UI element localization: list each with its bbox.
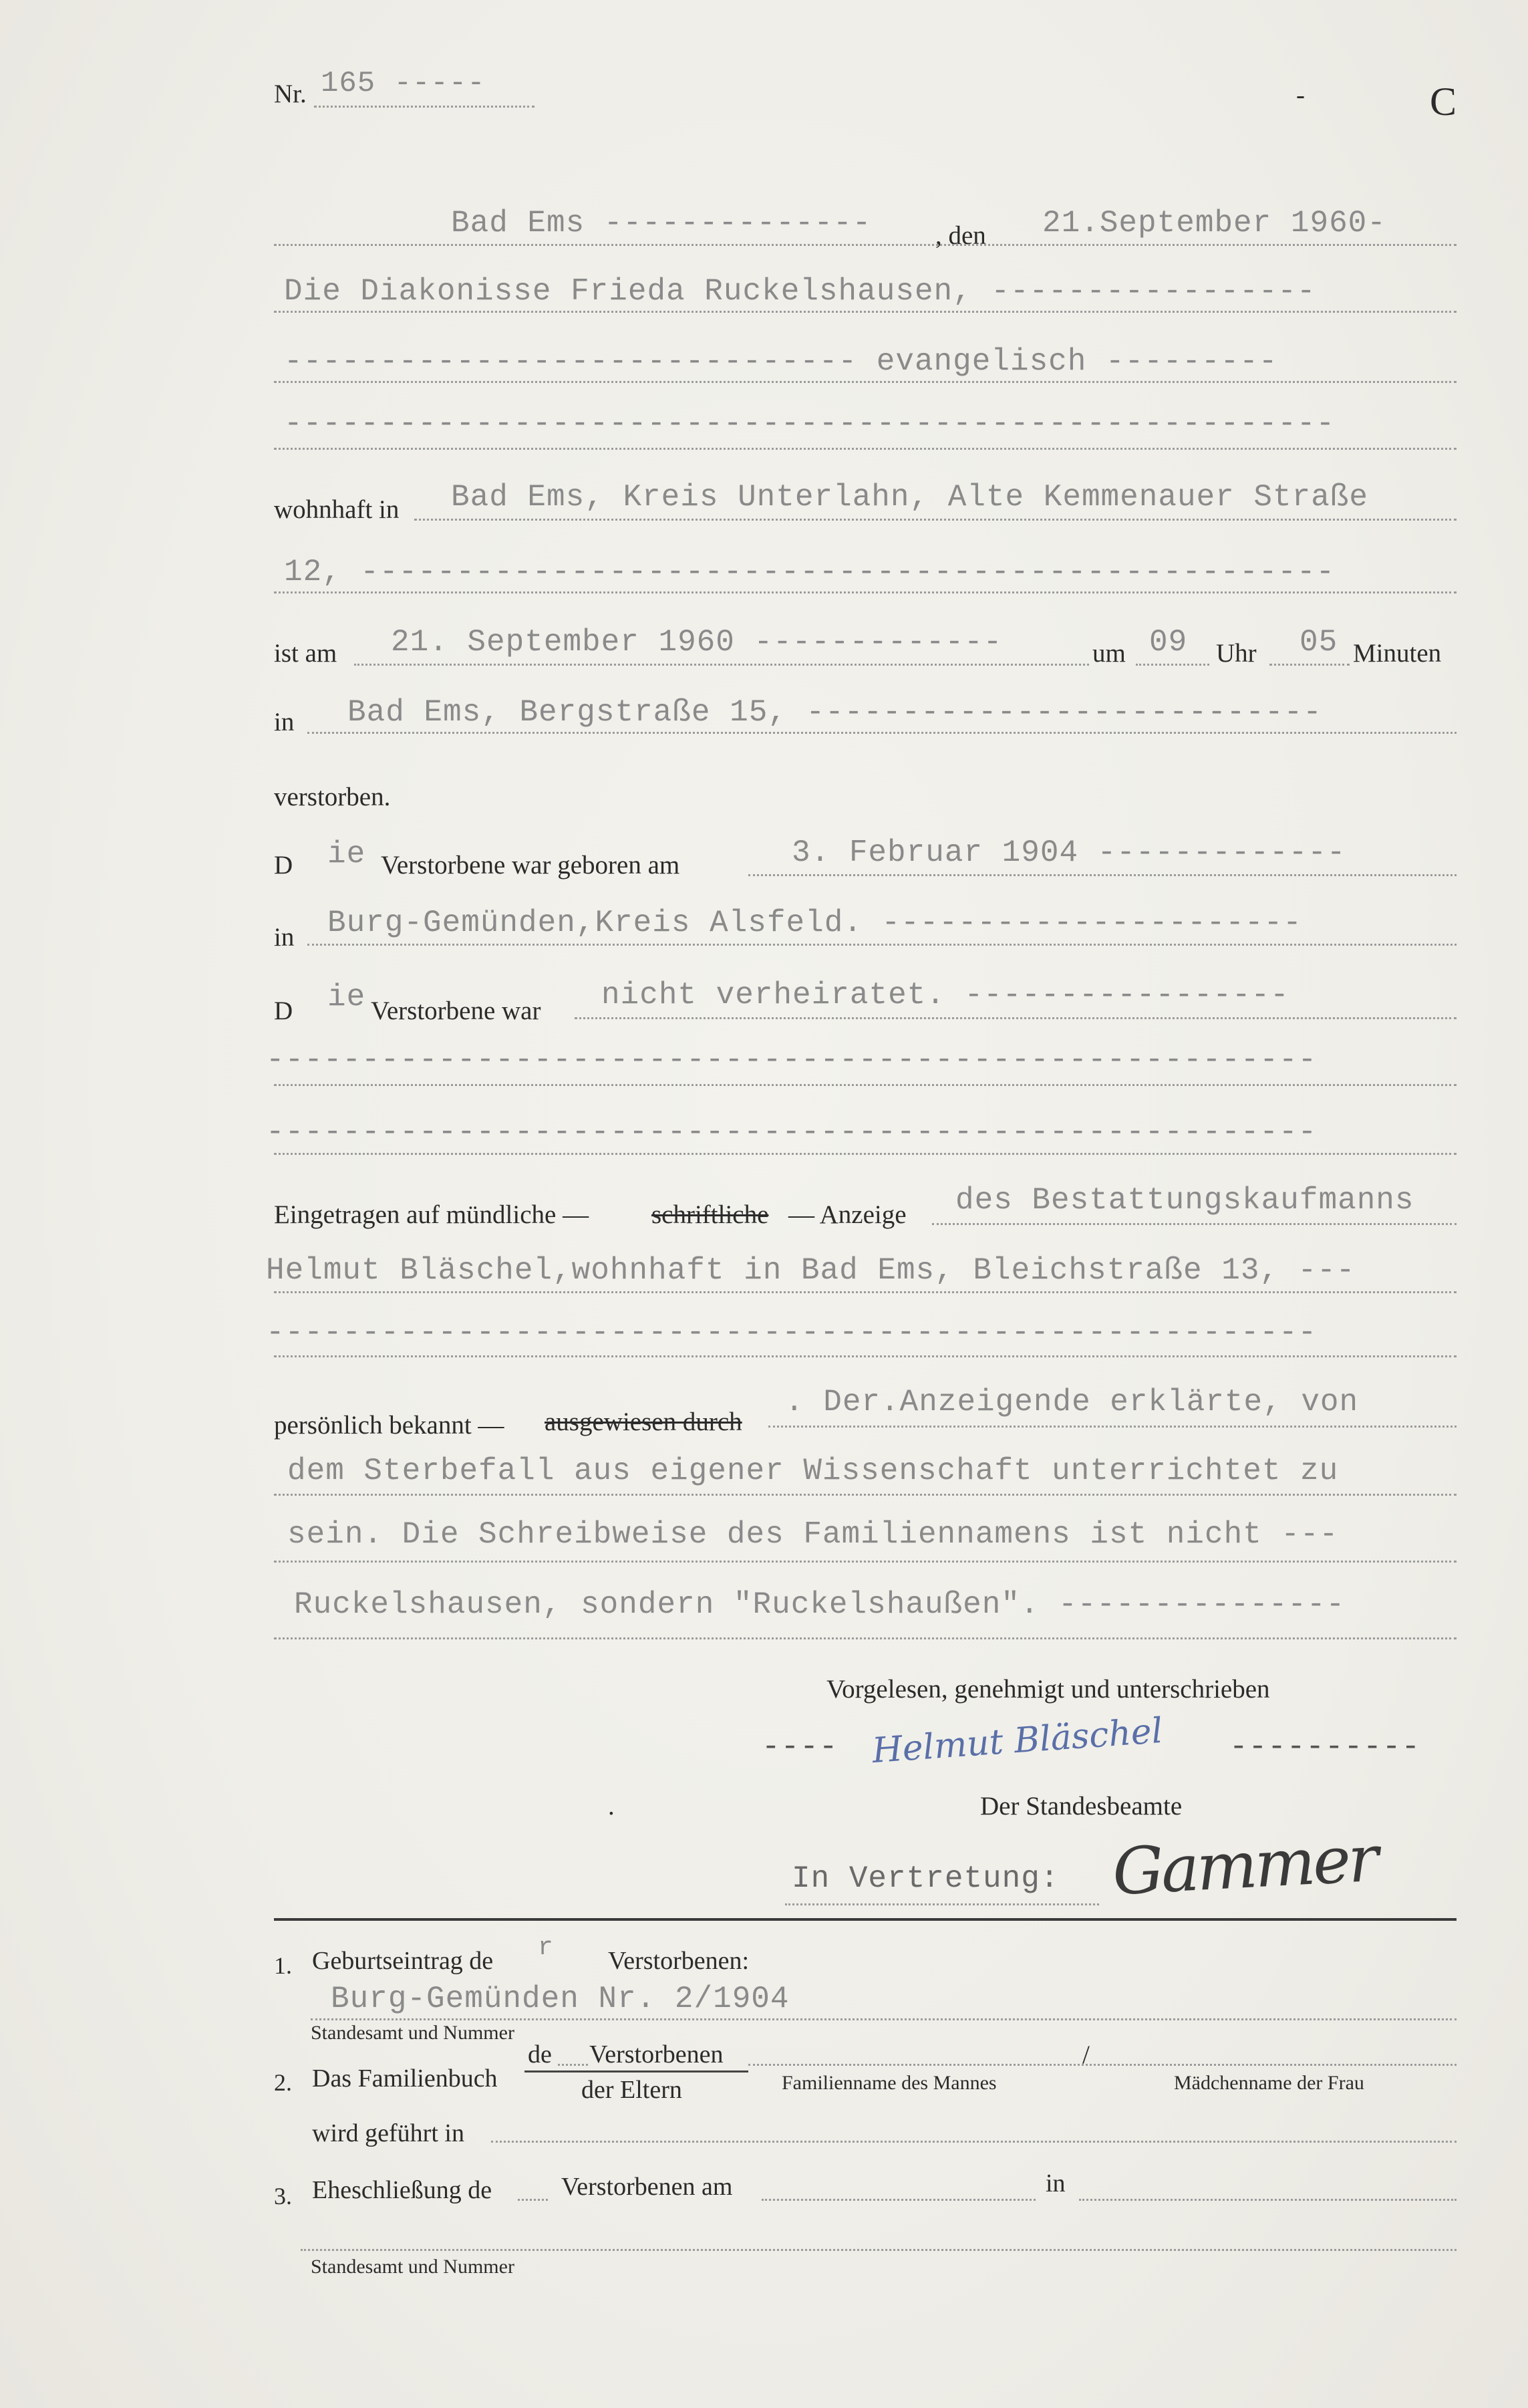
address-line-1-rule xyxy=(414,519,1457,521)
item2-de-rule xyxy=(558,2064,588,2066)
remark-line-4-rule xyxy=(274,1637,1457,1639)
in-label-2: in xyxy=(274,923,295,952)
birth-date-rule xyxy=(748,874,1457,876)
death-date: 21. September 1960 ------------- xyxy=(391,625,1003,660)
death-place-rule xyxy=(307,732,1457,734)
birth-place-rule xyxy=(307,944,1457,946)
vorgelesen-label: Vorgelesen, genehmigt und unterschrieben xyxy=(826,1675,1270,1704)
remark-line-2: dem Sterbefall aus eigener Wissenschaft unterrichtet zu xyxy=(287,1454,1339,1488)
informant-line-1-rule xyxy=(932,1223,1457,1225)
item2-label: Das Familienbuch xyxy=(312,2064,498,2093)
item3-sub: Standesamt und Nummer xyxy=(311,2256,514,2278)
person-line-2: ------------------------------ evangelisch --------- xyxy=(284,344,1278,379)
ausgewiesen-label: ausgewiesen durch xyxy=(545,1408,742,1436)
item3-in: in xyxy=(1046,2169,1066,2197)
person-line-1-rule xyxy=(274,311,1457,313)
item3-rule xyxy=(301,2249,1457,2251)
uhr-label: Uhr xyxy=(1216,639,1257,668)
person-line-2-rule xyxy=(274,381,1457,383)
item3-de-rule xyxy=(518,2199,548,2201)
verstorben-label: verstorben. xyxy=(274,783,391,811)
filler-line-2: ------------------------------------------------------- xyxy=(266,1115,1318,1150)
item2-de: de xyxy=(528,2040,552,2068)
registration-place: Bad Ems -------------- xyxy=(451,206,872,241)
informant-line-2: Helmut Bläschel,wohnhaft in Bad Ems, Bleichstraße 13, --- xyxy=(266,1253,1356,1288)
sig-dashes-left: ---- xyxy=(762,1730,838,1764)
form-letter: C xyxy=(1430,80,1457,124)
person-line-3: ------------------------------------------------------- xyxy=(284,406,1336,441)
footer-separator xyxy=(274,1918,1457,1921)
remark-line-3: sein. Die Schreibweise des Familiennamens ist nicht --- xyxy=(287,1517,1339,1552)
vertretung-rule xyxy=(785,1903,1099,1905)
eingetragen-label: Eingetragen auf mündliche — xyxy=(274,1200,589,1229)
informant-line-3-rule xyxy=(274,1355,1457,1357)
birth-date: 3. Februar 1904 ------------- xyxy=(792,835,1346,870)
um-label: um xyxy=(1092,639,1126,668)
informant-line-1: des Bestattungskaufmanns xyxy=(955,1183,1414,1218)
filler-line-1: ------------------------------------------------------- xyxy=(266,1043,1318,1077)
informant-line-3: ------------------------------------------------------- xyxy=(266,1315,1318,1350)
item2-verstorbenen: Verstorbenen xyxy=(589,2040,724,2068)
article-2: ie xyxy=(327,980,366,1015)
informant-signature: Helmut Bläschel xyxy=(871,1710,1165,1772)
address-line-2: 12, --------------------------------------------------- xyxy=(284,555,1336,589)
death-hour: 09 xyxy=(1149,625,1188,660)
status-label: Verstorbene war xyxy=(371,996,541,1025)
item1-label: Geburtseintrag de xyxy=(312,1947,494,1975)
registration-date: 21.September 1960- xyxy=(1042,206,1386,241)
item2-number: 2. xyxy=(274,2069,292,2096)
item1-rule xyxy=(311,2018,1457,2020)
marital-status-rule xyxy=(575,1017,1457,1019)
item3-place-rule xyxy=(1079,2199,1457,2201)
vertretung-label: In Vertretung: xyxy=(792,1861,1060,1896)
birth-place: Burg-Gemünden,Kreis Alsfeld. ---------------------- xyxy=(327,906,1302,940)
filler-line-2-rule xyxy=(274,1153,1457,1155)
item2-eltern: der Eltern xyxy=(581,2076,682,2104)
header-dash: - xyxy=(1296,81,1305,110)
person-line-3-rule xyxy=(274,448,1457,450)
nr-underline xyxy=(314,106,534,108)
minutes-rule xyxy=(1269,664,1350,666)
item1-number: 1. xyxy=(274,1952,292,1979)
den-label: , den xyxy=(935,221,986,250)
dot-mark: . xyxy=(608,1792,615,1821)
item3-label: Eheschließung de xyxy=(312,2176,492,2204)
address-line-2-rule xyxy=(274,591,1457,593)
item2-wird-rule xyxy=(491,2141,1457,2143)
in-label: in xyxy=(274,708,295,737)
marital-status: nicht verheiratet. ----------------- xyxy=(601,978,1289,1013)
item1-sub: Standesamt und Nummer xyxy=(311,2022,514,2044)
born-label: Verstorbene war geboren am xyxy=(381,851,680,880)
death-minutes: 05 xyxy=(1300,625,1338,660)
minuten-label: Minuten xyxy=(1353,639,1442,668)
filler-line-1-rule xyxy=(274,1084,1457,1086)
item3-date-rule xyxy=(762,2199,1036,2201)
sig-dashes-right: ---------- xyxy=(1229,1730,1421,1764)
item2-fraction-bar xyxy=(524,2070,748,2072)
item1-suffix: r xyxy=(538,1933,554,1962)
nr-label: Nr. xyxy=(274,80,307,108)
item2-slash: / xyxy=(1082,2040,1090,2069)
remark-line-1: . Der.Anzeigende erklärte, von xyxy=(785,1385,1359,1420)
remark-line-3-rule xyxy=(274,1561,1457,1563)
informant-line-2-rule xyxy=(274,1291,1457,1293)
nr-value: 165 ----- xyxy=(321,67,486,100)
bekannt-label: persönlich bekannt — xyxy=(274,1411,504,1440)
item2-rule xyxy=(748,2064,1457,2066)
anzeige-label: — Anzeige xyxy=(788,1200,907,1229)
standesbeamte-label: Der Standesbeamte xyxy=(980,1792,1183,1821)
hour-rule xyxy=(1136,664,1209,666)
schriftliche-label: schriftliche xyxy=(651,1200,769,1229)
item3-number: 3. xyxy=(274,2183,292,2210)
d-label: D xyxy=(274,851,293,880)
address-line-1: Bad Ems, Kreis Unterlahn, Alte Kemmenauer Straße xyxy=(451,480,1369,515)
article: ie xyxy=(327,837,366,872)
item2-mann: Familienname des Mannes xyxy=(782,2072,997,2094)
item2-frau: Mädchenname der Frau xyxy=(1174,2072,1364,2094)
remark-line-2-rule xyxy=(274,1494,1457,1496)
ist-am-label: ist am xyxy=(274,639,337,668)
remark-line-1-rule xyxy=(768,1426,1457,1428)
death-place: Bad Ems, Bergstraße 15, --------------------------- xyxy=(347,695,1322,730)
d-label-2: D xyxy=(274,996,293,1025)
person-line-1: Die Diakonisse Frieda Ruckelshausen, ----------------- xyxy=(284,274,1316,309)
item1-value: Burg-Gemünden Nr. 2/1904 xyxy=(331,1982,790,2016)
death-date-rule xyxy=(354,664,1089,666)
registrar-signature: Gammer xyxy=(1110,1821,1378,1910)
item3-verstorbenen: Verstorbenen am xyxy=(561,2173,733,2201)
item1-label-2: Verstorbenen: xyxy=(608,1947,750,1975)
wohnhaft-label: wohnhaft in xyxy=(274,495,400,524)
remark-line-4: Ruckelshausen, sondern "Ruckelshaußen". --------------- xyxy=(294,1587,1346,1622)
date-line xyxy=(274,244,1457,246)
item2-wird: wird geführt in xyxy=(312,2119,464,2147)
